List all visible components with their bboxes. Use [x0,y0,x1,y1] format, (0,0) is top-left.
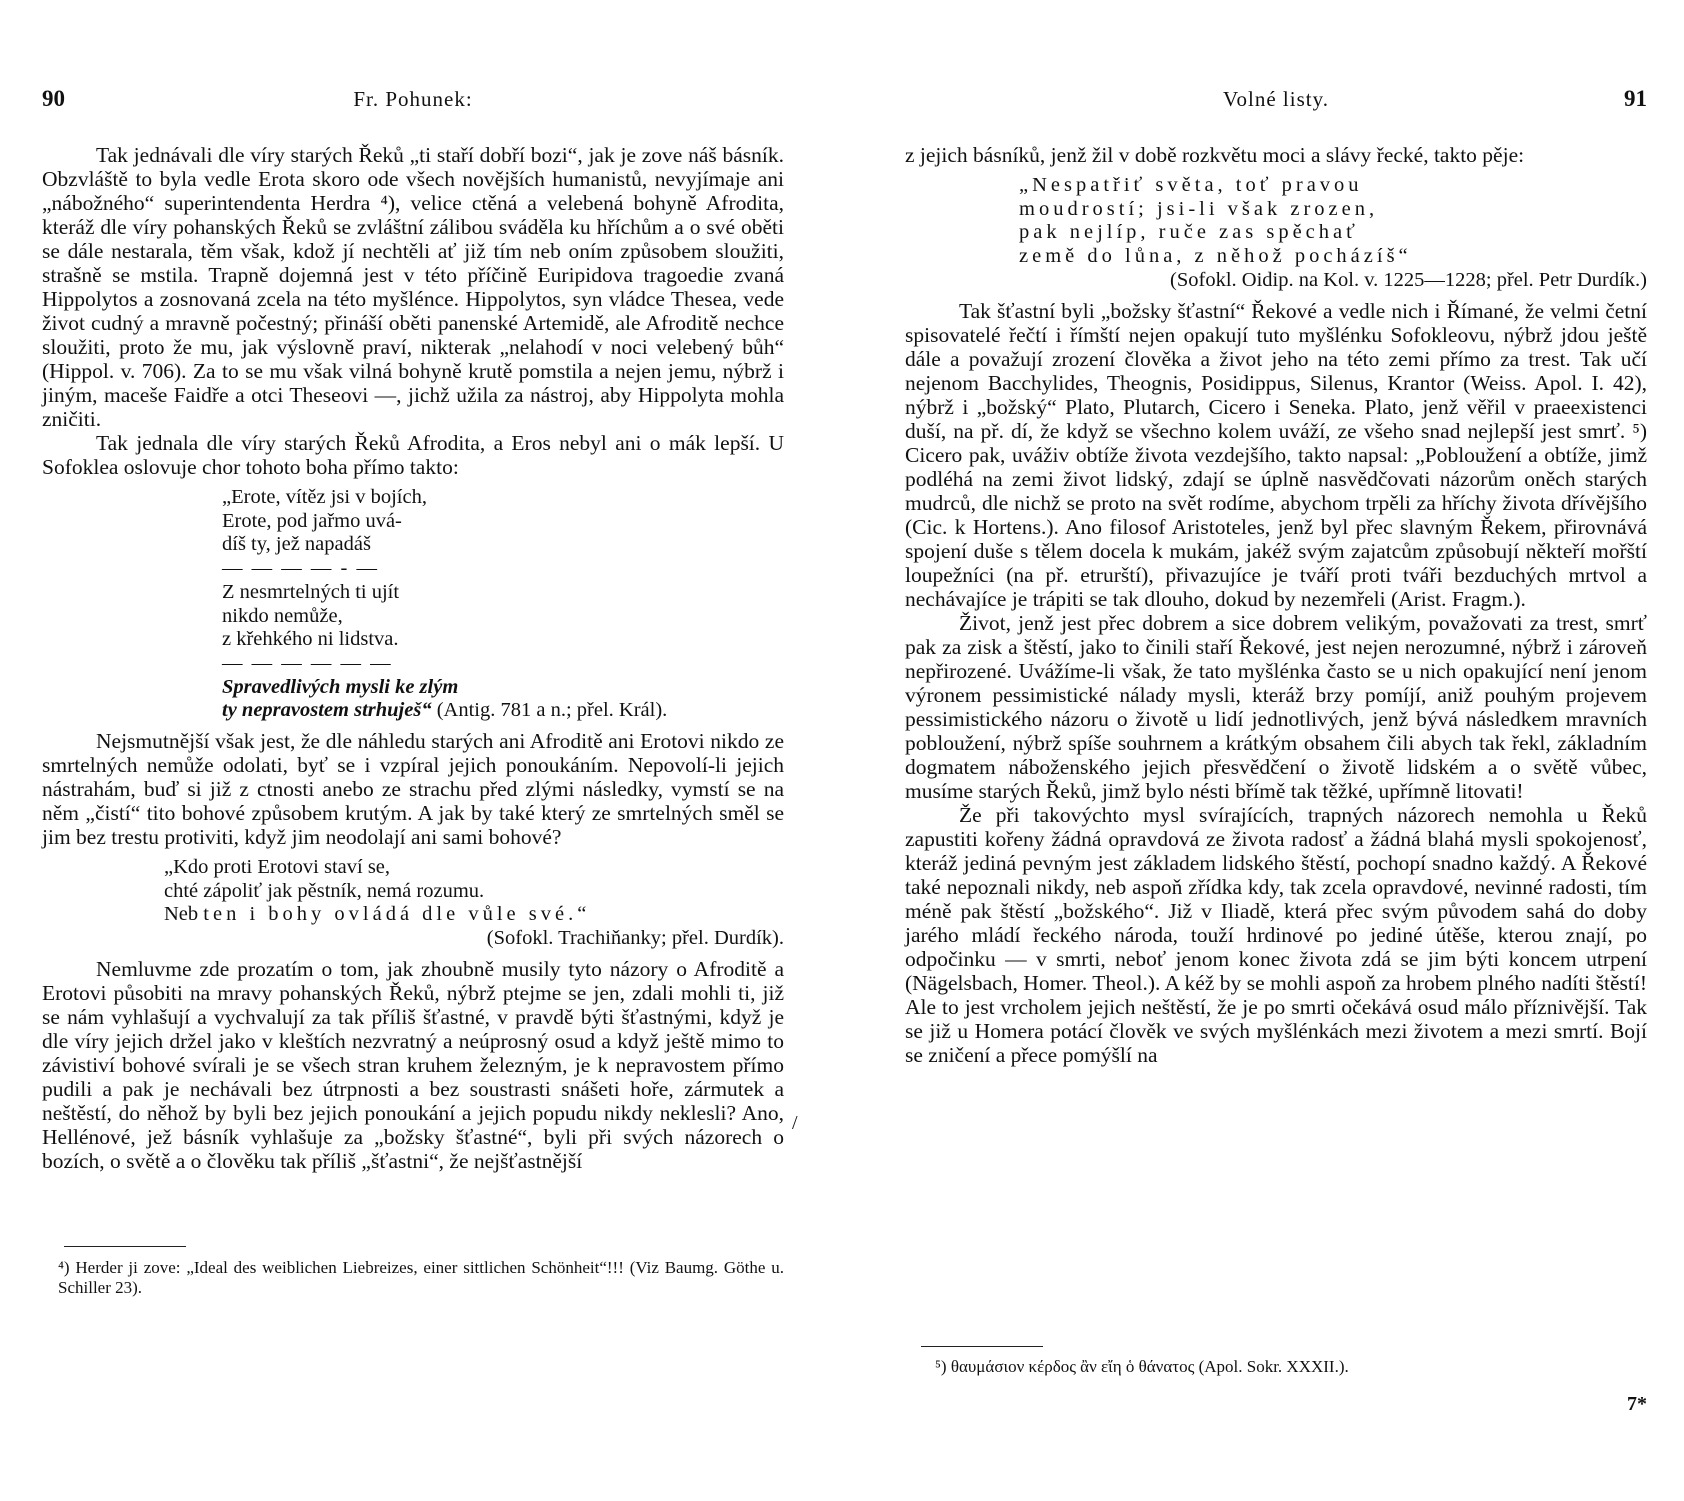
verse-line-spaced: ten i bohy ovládá dle vůle své. [203,903,578,926]
paragraph: Život, jenž jest přec dobrem a sice dobrem velikým, považovati za trest, smrť pak za zisk a štěstí, jako to činili staří Řekové, jest nejen nerozumné, nýbrž i zároveň nepřirozené. Uvážíme-li však, že tato myšlénka často se u nich opakující není jenom výronem pessimistické nálady mysli, kteráž brzy pomíjí, aniž pouhým projevem pessimistického názoru o životě u lidí jednotlivých, jenž bývá následkem mravních pobloužení, nýbrž spíše souhrnem a krátkým obsahem čili abych tak řekl, základním dogmatem náboženského jejich přesvědčení o životě lidském a o světě vůbec, musíme starých Řeků, jimž bylo nésti břímě tak těžké, upřímně litovati! [905,610,1647,803]
verse-line: země do lůna, z něhož pocházíš“ [1019,245,1412,268]
verse-line: ty nepravostem strhuješ“ [222,699,432,722]
left-page-number: 90 [42,86,65,111]
left-footnote: ⁴) Herder ji zove: „Ideal des weiblichen Liebreizes, einer sittlichen Schönheit“!!! (Viz Baumg. Göthe u. Schiller 23). [58,1258,784,1297]
left-running-title: Fr. Pohunek: [353,87,473,111]
verse-block [905,174,1647,293]
footnote-rule [921,1346,1043,1347]
paragraph: z jejich básníků, jenž žil v době rozkvětu moci a slávy řecké, takto pěje: [905,143,1525,167]
right-body [905,143,1647,1067]
verse-line: Z nesmrtelných ti ujít [222,580,400,603]
verse-source: (Antig. 781 a n.; přel. Král). [436,699,668,722]
verse-block [42,856,784,951]
left-page [42,0,784,1501]
verse-line: „Erote, vítěz jsi v bojích, [222,486,427,508]
verse-line: nikdo nemůže, [222,604,343,627]
verse-ellipsis-dashes: — — — — — — [222,651,393,674]
verse-line: chté zápoliť jak pěstník, nemá rozumu. [164,879,485,902]
left-body [42,143,784,1173]
right-running-head [905,84,1647,114]
gutter-mark: / [792,1112,798,1134]
paragraph: Nemluvme zde prozatím o tom, jak zhoubně musily tyto názory o Afroditě a Erotovi působiti na mravy pohanských Řeků, nýbrž ptejme se jen, zdali mohli ti, již se nám vyhlašují a vychvalují za tak příliš šťastné, v pravdě býti šťastnými, když je dle víry jejich držel jako v kleštích nezvratný a neúprosný osud a když ještě mimo to závistiví bohové svírali je se všech stran kruhem železným, je k nepravostem přímo pudili a pak je nechávali bez útrpnosti a bez soustrasti snášeti hoře, zármutek a neštěstí, do něhož by byli bez jejich ponoukání a jejich popudu nikdy neklesli? Ano, Hellénové, jež básník vyhlašuje za „božsky šťastné“, byli při svých názorech o bozích, o světě a o člověku tak příliš „šťastni“, že nejšťastnější [42,956,784,1173]
paragraph: Že při takovýchto mysl svírajících, trapných názorech nemohla u Řeků zapustiti kořeny žádná opravdová ze života radosť a žádná blahá mysli spokojenosť, kteráž jediná pevným jest základem lidského štěstí, pochopí snadno každý. A Řekové také nepoznali nikdy, neb aspoň zřídka kdy, tak zcela opravdové, nevinné radosti, tím méně pak štěstí „božského“. Již v Iliadě, která přec svým původem sahá do doby jarého mládí řeckého národa, touží hrdinové po jediné útěše, kterou znají, po odpočinku — v smrti, neboť jenom konec života zdá se jim býti koncem utrpení (Nägelsbach, Homer. Theol.). A kéž by se mohli aspoň za hrobem plného nadíti štěstí! Ale to jest vrcholem jejich neštěstí, že je po smrti očekává osud málo příznivější. Tak se již u Homera potácí člověk ve svých myšlénkách mezi životem a mezi smrtí. Bojí se zničení a přece pomýšlí na [905,802,1647,1067]
signature-mark: 7* [1627,1393,1647,1415]
verse-line-end: “ [577,903,587,926]
right-page [905,0,1647,1501]
verse-line: pak nejlíp, ruče zas spěchať [1019,221,1359,244]
verse-source: (Sofokl. Oidip. na Kol. v. 1225—1228; přel. Petr Durdík.) [1170,268,1647,291]
verse-line: z křehkého ni lidstva. [222,628,399,651]
verse-ellipsis-dashes: — — — — - — [222,557,379,580]
paragraph: Nejsmutnější však jest, že dle náhledu starých ani Afroditě ani Erotovi nikdo ze smrtelných nemůže odolati, byť se i vzpíral jejich ponoukáním. Nepovolí-li jejich nástrahám, buď si již z ctnosti anebo ze strachu před zlými následky, vymstí se na něm „čistí“ tito bohové způsobem krutým. A jak by také který ze smrtelných směl se jim bez trestu protiviti, když jim neodolají ani sami bohové? [42,729,784,850]
left-running-head [42,84,784,114]
verse-source: (Sofokl. Trachiňanky; přel. Durdík). [486,927,784,950]
verse-line: „Kdo proti Erotovi staví se, [164,856,391,879]
verse-line: Erote, pod jařmo uvá- [222,509,402,532]
verse-block [42,486,784,723]
verse-line: díš ty, jež napadáš [222,533,371,556]
right-footnote: ⁵) θαυμάσιον κέρδος ἂν εἴη ὁ θάνατος (Apol. Sokr. XXXII.). [935,1357,1349,1376]
footnote-rule [64,1246,186,1247]
right-running-title: Volné listy. [1223,87,1329,111]
paragraph: Tak šťastní byli „božsky šťastní“ Řekové a vedle nich i Římané, že velmi četní spisovatelé řečtí i římští nejen opakují tuto myšlénku Sofokleovu, nýbrž jdou ještě dále a považují zrození člověka a život jeho na této zemi přímo za trest. Tak učí nejenom Bacchylides, Theognis, Posidippus, Silenus, Krantor (Weiss. Apol. I. 42), nýbrž i „božský“ Plato, Plutarch, Cicero i Seneka. Plato, jenž věřil v praeexistenci duší, na př. dí, že když se všechno kolem uváží, ze všeho snad nejlepší jest smrť. ⁵) Cicero pak, uváživ obtíže života vezdejšího, takto napsal: „Pobloužení a obtíže, jimž podléhá na zemi život lidský, zdají se úplně nasvědčovati názorům oněch starých mudrců, dle nichž se proto na svět rodíme, abychom trpěli za hříchy života dřívějšího (Cic. k Hortens.). Ano filosof Aristoteles, jenž byl přec slavným Řekem, přirovnává spojení duše s tělem docela k mukám, jakéž svým zajatcům způsobují někteří mořští loupežníci (na př. etrurští), přivazujíce je tváří proti tváři bezduchých mrtvol a nechávajíce je trápiti se tak dlouho, dokud by nezemřeli (Arist. Fragm.). [905,298,1647,611]
verse-line-start: Neb [164,903,204,926]
paragraph: Tak jednávali dle víry starých Řeků „ti staří dobří bozi“, jak je zove náš básník. Obzvláště to byla vedle Erota skoro ode všech novějších humanistů, nevyjímaje ani „nábožného“ superintendenta Herdra ⁴), velice ctěná a velebená bohyně Afrodita, kteráž dle víry pohanských Řeků se zvláštní zálibou sváděla ku hříchům a o své oběti se dále nestarala, těm však, kdož jí nechtěli ať již tím neb oním způsobem sloužiti, strašně se mstila. Trapně dojemná jest v této příčině Euripidova tragoedie zvaná Hippolytos a zosnovaná zcela na této myšlénce. Hippolytos, syn vládce Thesea, vede život cudný a mravně počestný; přináší oběti panenské Artemidě, ale Afroditě nechce sloužiti, proto že mu, jak výslovně praví, nikterak „nelahodí v noci velebený bůh“ (Hippol. v. 706). Za to se mu však vilná bohyně krutě pomstila a nejen jemu, nýbrž i jiným, maceše Faidře a otci Theseovi —, jichž užila za nástroj, aby Hippolyta mohla zničiti. [42,143,784,431]
right-page-number: 91 [1624,86,1647,111]
verse-line: „Nespatřiť světa, toť pravou [1019,174,1363,196]
verse-line: moudrostí; jsi-li však zrozen, [1019,197,1379,220]
paragraph: Tak jednala dle víry starých Řeků Afrodita, a Eros nebyl ani o mák lepší. U Sofoklea oslovuje chor tohoto boha přímo takto: [42,431,784,479]
verse-line: Spravedlivých mysli ke zlým [222,675,459,698]
